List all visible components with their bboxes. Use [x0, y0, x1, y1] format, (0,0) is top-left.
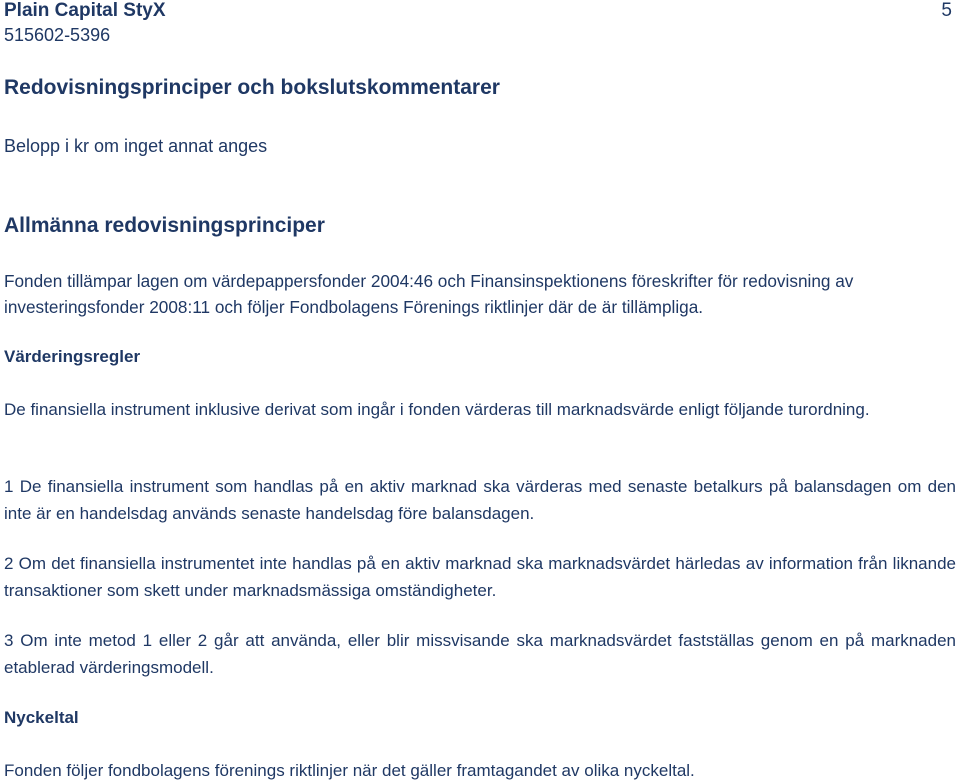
- section-title: Allmänna redovisningsprinciper: [4, 214, 325, 237]
- valuation-rule-3: 3 Om inte metod 1 eller 2 går att använda, eller blir missvisande ska marknadsvärdet fastställas genom en på marknaden etablerad värderingsmodell.: [4, 631, 956, 677]
- page-number: 5: [941, 0, 952, 21]
- amount-note: Belopp i kr om inget annat anges: [4, 136, 268, 156]
- page-title: Redovisningsprinciper och bokslutskommentarer: [4, 76, 500, 99]
- key-figures-heading: Nyckeltal: [4, 708, 79, 727]
- company-name: Plain Capital StyX: [4, 0, 166, 21]
- valuation-rule-1: 1 De finansiella instrument som handlas på en aktiv marknad ska värderas med senaste betalkurs på balansdagen om den inte är en handelsdag används senaste handelsdag före balansdagen.: [4, 477, 956, 523]
- intro-paragraph: Fonden tillämpar lagen om värdepappersfonder 2004:46 och Finansinspektionens föreskrifter för redovisning av investeringsfonder 2008:11 och följer Fondbolagens Förenings riktlinjer där de är tillämpliga.: [4, 271, 854, 317]
- key-figures-paragraph: Fonden följer fondbolagens förenings riktlinjer när det gäller framtagandet av olika nyckeltal.: [4, 761, 695, 780]
- valuation-rule-2: 2 Om det finansiella instrumentet inte handlas på en aktiv marknad ska marknadsvärdet härledas av information från liknande transaktioner som skett under marknadsmässiga omständigheter.: [4, 554, 956, 600]
- org-number: 515602-5396: [4, 25, 111, 45]
- valuation-paragraph: De finansiella instrument inklusive derivat som ingår i fonden värderas till marknadsvärde enligt följande turordning.: [4, 400, 870, 419]
- valuation-heading: Värderingsregler: [4, 347, 141, 366]
